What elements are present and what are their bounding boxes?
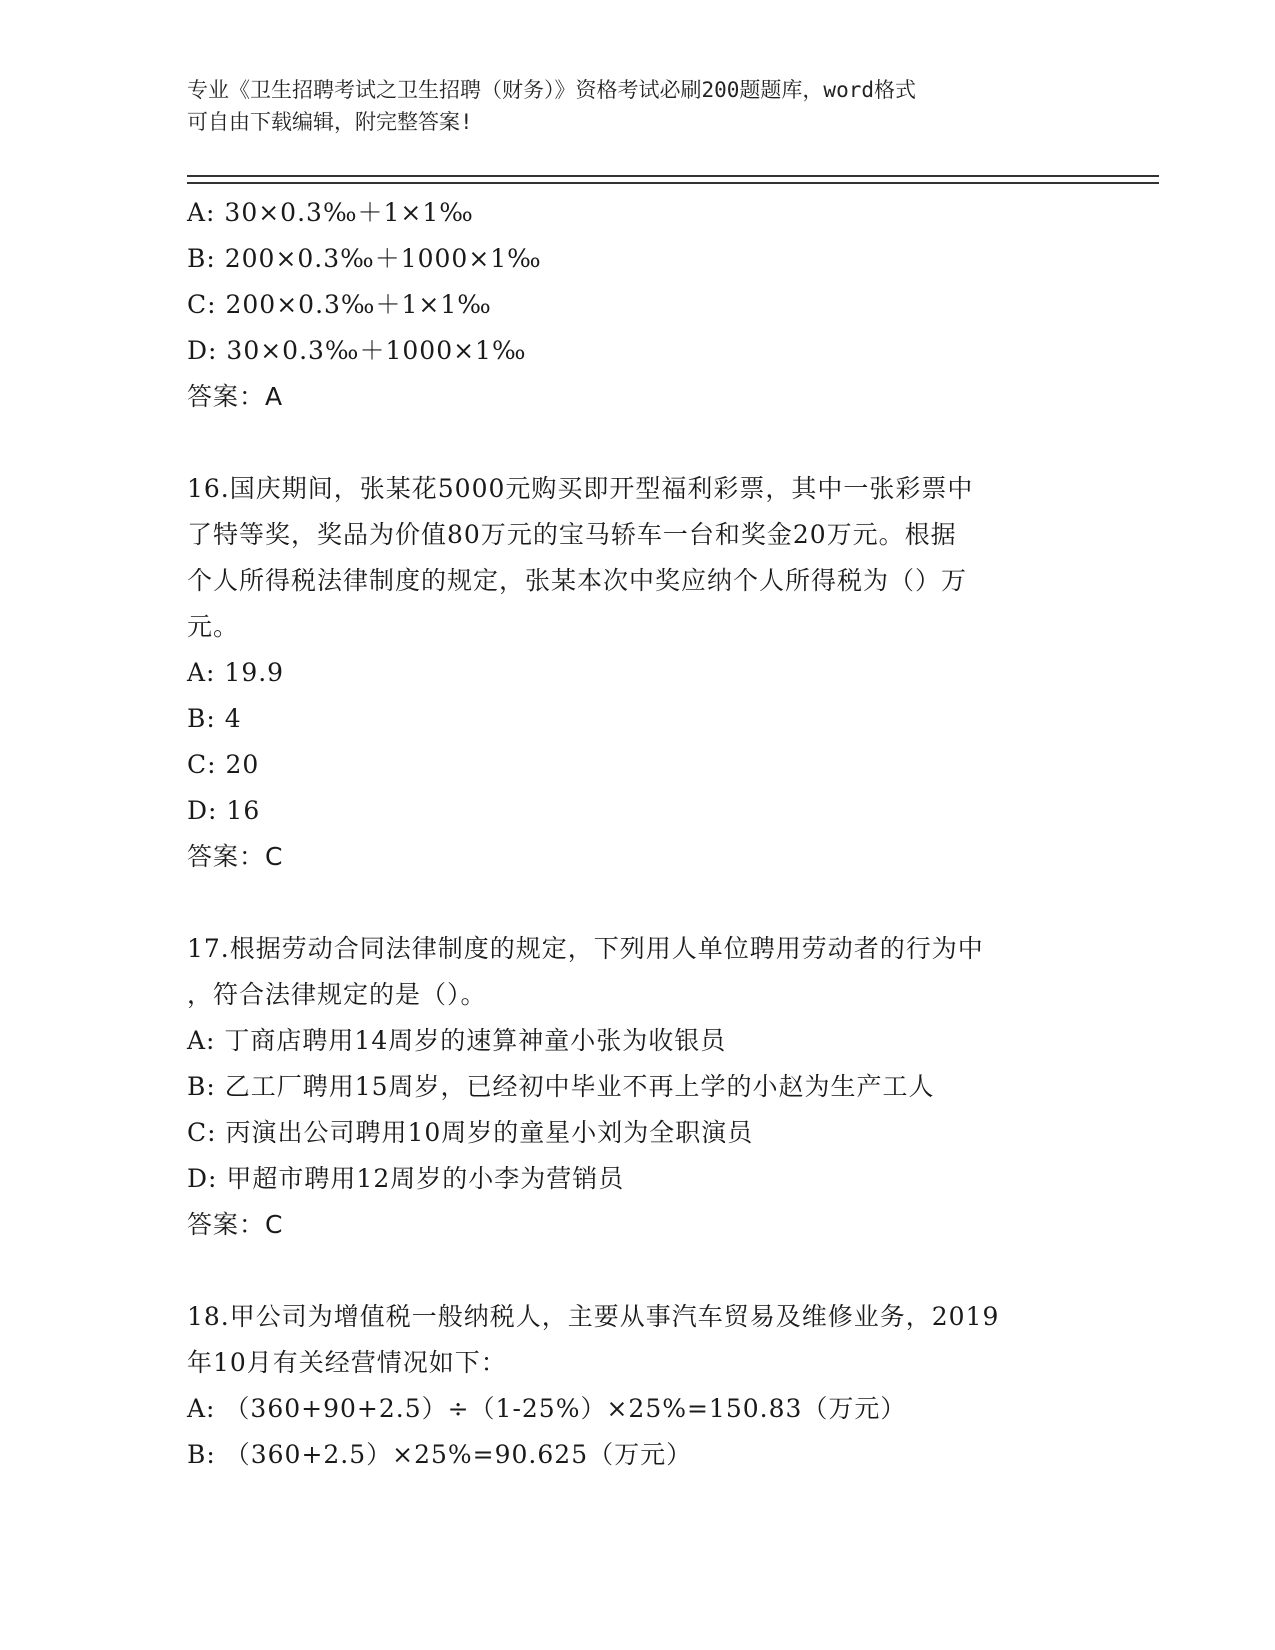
answer: 答案：A (187, 382, 284, 411)
question-stem-line: 元。 (187, 612, 240, 641)
spacer (187, 1248, 1087, 1294)
option-d: D: 甲超市聘用12周岁的小李为营销员 (187, 1164, 625, 1193)
option-b: B: 乙工厂聘用15周岁，已经初中毕业不再上学的小赵为生产工人 (187, 1072, 935, 1101)
question-stem-line: 个人所得税法律制度的规定，张某本次中奖应纳个人所得税为（）万 (187, 566, 968, 595)
option-a: A: 19.9 (187, 658, 285, 687)
question-stem-line: 年10月有关经营情况如下： (187, 1348, 507, 1377)
option-b: B: 200×0.3‰＋1000×1‰ (187, 244, 542, 273)
question-stem-line: 了特等奖，奖品为价值80万元的宝马轿车一台和奖金20万元。根据 (187, 520, 957, 549)
answer: 答案：C (187, 842, 284, 871)
question-18 (187, 1294, 1087, 1478)
question-17 (187, 926, 1087, 1248)
header-divider-bottom (187, 182, 1159, 184)
option-d: D: 16 (187, 796, 261, 825)
option-a: A: 丁商店聘用14周岁的速算神童小张为收银员 (187, 1026, 727, 1055)
option-a: A: （360+90+2.5）÷（1-25%）×25%=150.83（万元） (187, 1394, 907, 1423)
option-c: C: 200×0.3‰＋1×1‰ (187, 290, 492, 319)
answer: 答案：C (187, 1210, 284, 1239)
document-body (187, 190, 1087, 1478)
document-header (187, 74, 1087, 138)
header-line-1: 专业《卫生招聘考试之卫生招聘（财务）》资格考试必刷200题题库，word格式 (187, 78, 916, 102)
option-c: C: 丙演出公司聘用10周岁的童星小刘为全职演员 (187, 1118, 754, 1147)
question-stem-line: ，符合法律规定的是（）。 (187, 980, 487, 1009)
header-divider-top (187, 175, 1159, 177)
question-stem-line: 16.国庆期间，张某花5000元购买即开型福利彩票，其中一张彩票中 (187, 474, 974, 503)
question-15 (187, 190, 1087, 420)
option-a: A: 30×0.3‰＋1×1‰ (187, 198, 474, 227)
spacer (187, 880, 1087, 926)
header-line-2: 可自由下载编辑，附完整答案! (187, 110, 473, 134)
option-b: B: 4 (187, 704, 242, 733)
spacer (187, 420, 1087, 466)
question-stem-line: 17.根据劳动合同法律制度的规定，下列用人单位聘用劳动者的行为中 (187, 934, 984, 963)
question-stem-line: 18.甲公司为增值税一般纳税人，主要从事汽车贸易及维修业务，2019 (187, 1302, 1000, 1331)
option-c: C: 20 (187, 750, 260, 779)
question-16 (187, 466, 1087, 880)
option-d: D: 30×0.3‰＋1000×1‰ (187, 336, 527, 365)
option-b: B: （360+2.5）×25%=90.625（万元） (187, 1440, 693, 1469)
